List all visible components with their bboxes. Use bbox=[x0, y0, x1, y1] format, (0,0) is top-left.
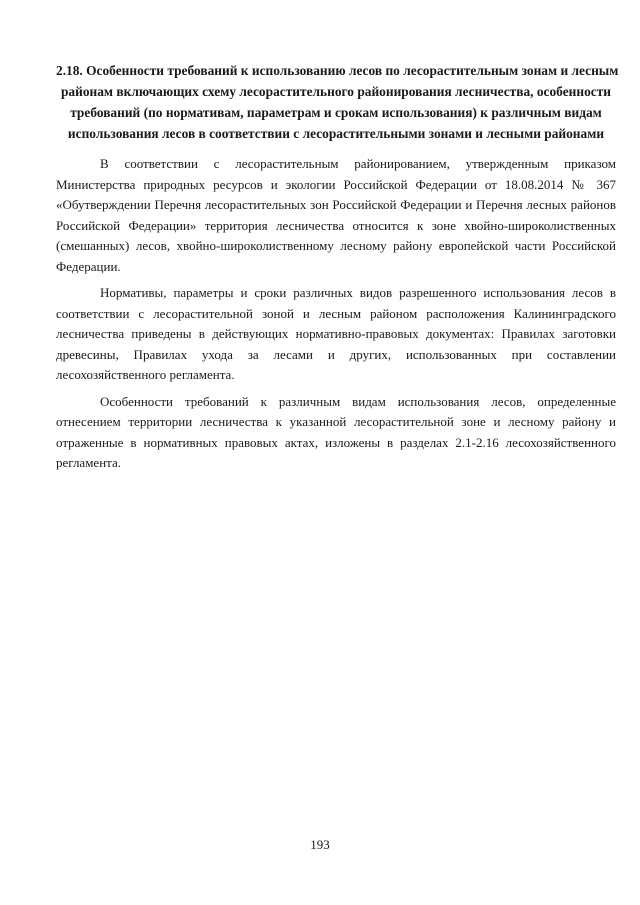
page-number: 193 bbox=[310, 837, 330, 852]
paragraph-1: В соответствии с лесорастительным районированием, утвержденным приказом Министерства природных ресурсов и экологии Российской Федерации от 18.08.2014 № 367 «Обутверждении Перечня лесорастительных зон Российской Федерации и Перечня лесных районов Российской Федерации» территория лесничества относится к зоне хвойно-широколиственных (смешанных) лесов, хвойно-широколиственному лесному району европейской части Российской Федерации. bbox=[56, 156, 616, 274]
section-heading bbox=[56, 60, 619, 144]
document-page bbox=[56, 60, 619, 480]
heading-line-2: районам включающих схему лесорастительного районирования лесничества, особенности bbox=[60, 84, 612, 99]
paragraph-2: Нормативы, параметры и сроки различных видов разрешенного использования лесов в соответствии с лесорастительной зоной и лесным районом расположения Калининградского лесничества приведены в действующих нормативно-правовых документах: Правилах заготовки древесины, Правилах ухода за лесами и других, использованных при составлении лесохозяйственного регламента. bbox=[56, 285, 616, 382]
heading-line-3: требований (по нормативам, параметрам и срокам использования) к различным видам bbox=[70, 105, 602, 120]
paragraph-3: Особенности требований к различным видам использования лесов, определенные отнесением территории лесничества к указанной лесорастительной зоне и лесному району и отраженные в нормативных правовых актах, изложены в разделах 2.1-2.16 лесохозяйственного регламента. bbox=[56, 393, 616, 470]
heading-line-1: 2.18. Особенности требований к использованию лесов по лесорастительным зонам и лесным bbox=[56, 63, 619, 78]
heading-line-4: использования лесов в соответствии с лесорастительными зонами и лесными районами bbox=[67, 126, 605, 141]
